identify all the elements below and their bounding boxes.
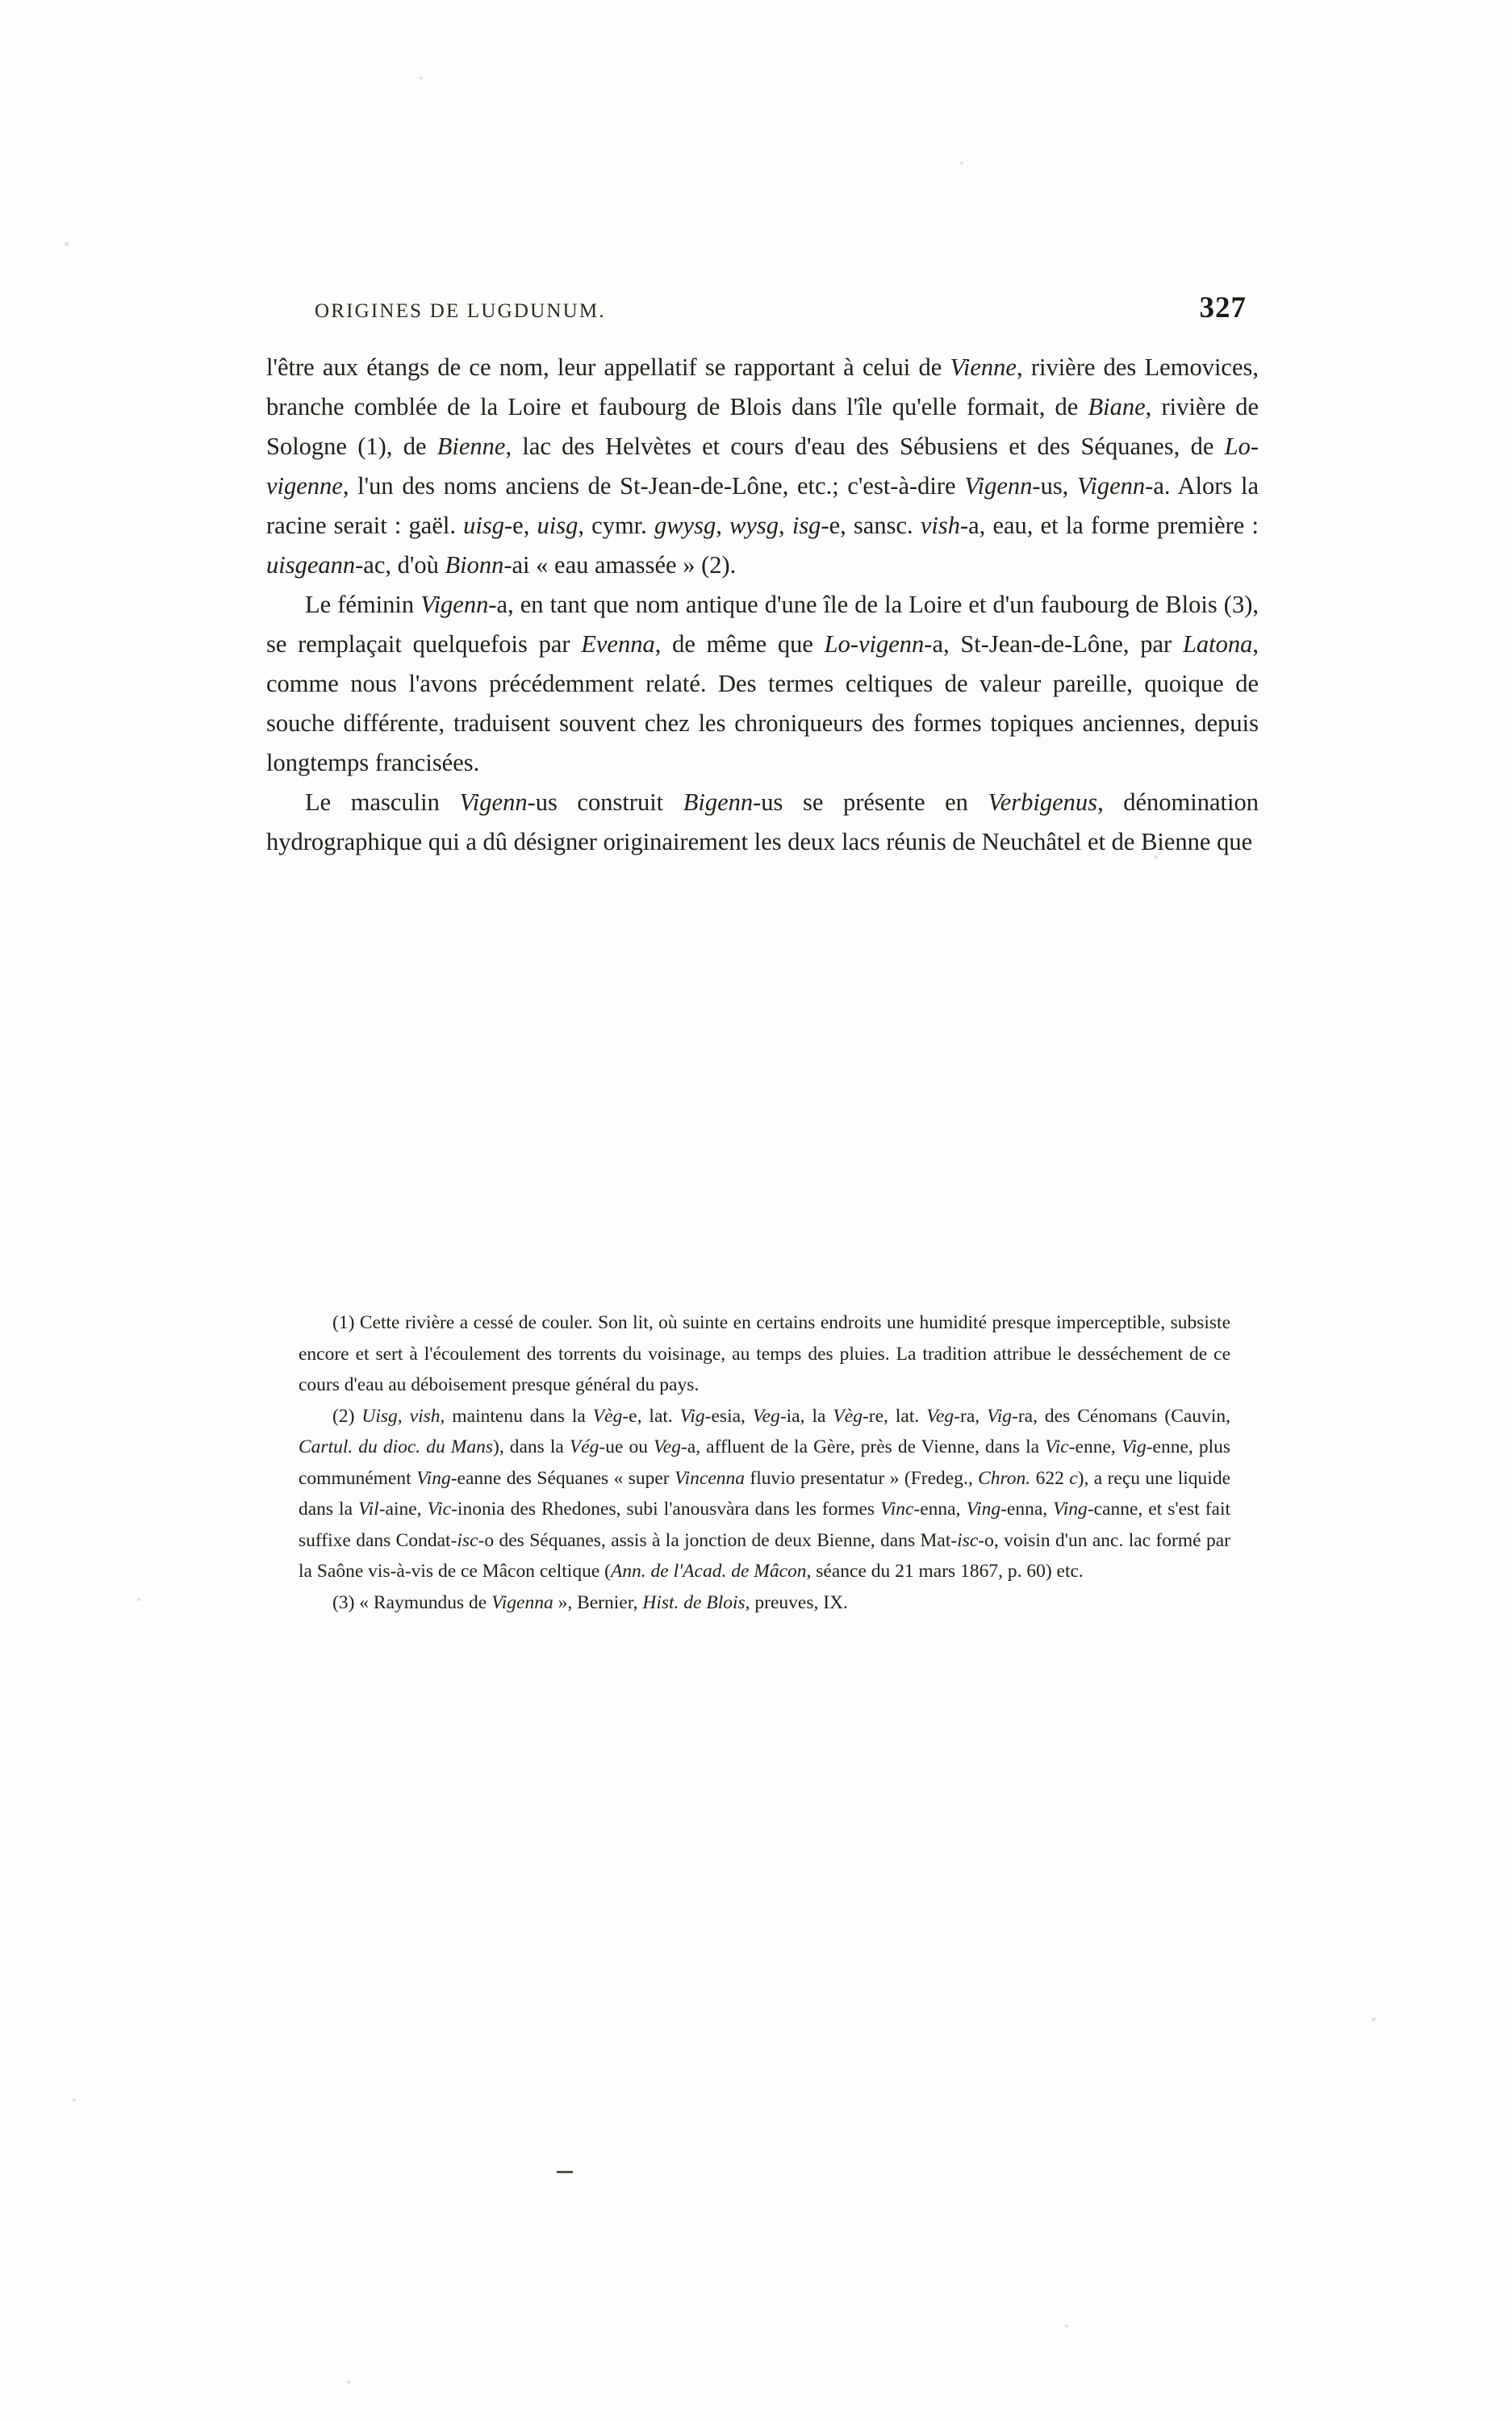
footnote-block	[299, 1307, 1230, 1618]
paper-speck	[1065, 2324, 1068, 2327]
page-header	[266, 291, 1259, 325]
page-number: 327	[1199, 291, 1247, 324]
paragraph: Le masculin Vigenn-us construit Bigenn-us se présente en Verbigenus, dénomination hydrographique qui a dû désigner originairement les deux lacs réunis de Neuchâtel et de Bienne que	[266, 788, 1259, 855]
paper-speck	[420, 77, 423, 80]
paper-speck	[65, 242, 69, 246]
running-head: ORIGINES DE LUGDUNUM.	[315, 300, 606, 322]
paragraph: l'être aux étangs de ce nom, leur appellatif se rapportant à celui de Vienne, rivière des Lemovices, branche comblée de la Loire et faubourg de Blois dans l'île qu'elle formait, de Biane, rivière de Sologne (1), de Bienne, lac des Helvètes et cours d'eau des Sébusiens et des Séquanes, de Lo-vigenne, l'un des noms anciens de St-Jean-de-Lône, etc.; c'est-à-dire Vigenn-us, Vigenn-a. Alors la racine serait : gaël. uisg-e, uisg, cymr. gwysg, wysg, isg-e, sansc. vish-a, eau, et la forme première : uisgeann-ac, d'où Bionn-ai « eau amassée » (2).	[266, 353, 1259, 579]
paragraph: Le féminin Vigenn-a, en tant que nom antique d'une île de la Loire et d'un faubourg de Blois (3), se remplaçait quelquefois par Evenna, de même que Lo-vigenn-a, St-Jean-de-Lône, par Latona, comme nous l'avons précédemment relaté. Des termes celtiques de valeur pareille, quoique de souche différente, traduisent souvent chez les chroniqueurs des formes topiques anciennes, depuis longtemps francisées.	[266, 591, 1259, 776]
text-column	[266, 291, 1259, 862]
paper-speck	[960, 161, 963, 165]
footnote-2: (2) Uisg, vish, maintenu dans la Vèg-e, lat. Vig-esia, Veg-ia, la Vèg-re, lat. Veg-ra, Vig-ra, des Cénomans (Cauvin, Cartul. du dioc. du Mans), dans la Vég-ue ou Veg-a, affluent de la Gère, près de Vienne, dans la Vic-enne, Vig-enne, plus communément Ving-eanne des Séquanes « super Vincenna fluvio presentatur » (Fredeg., Chron. 622 c), a reçu une liquide dans la Vil-aine, Vic-inonia des Rhedones, subi l'anousvàra dans les formes Vinc-enna, Ving-enna, Ving-canne, et s'est fait suffixe dans Condat-isc-o des Séquanes, assis à la jonction de deux Bienne, dans Mat-isc-o, voisin d'un anc. lac formé par la Saône vis-à-vis de ce Mâcon celtique (Ann. de l'Acad. de Mâcon, séance du 21 mars 1867, p. 60) etc.	[299, 1405, 1231, 1582]
paper-speck	[73, 2098, 76, 2101]
page-artifact-dash	[557, 2171, 573, 2173]
footnote-3: (3) « Raymundus de Vigenna », Bernier, Hist. de Blois, preuves, IX.	[332, 1591, 848, 1613]
paper-speck	[137, 1598, 140, 1601]
footnote-1: (1) Cette rivière a cessé de couler. Son lit, où suinte en certains endroits une humidité presque imperceptible, subsiste encore et sert à l'écoulement des torrents du voisinage, au temps des pluies. La tradition attribue le desséchement de ce cours d'eau au déboisement presque général du pays.	[299, 1312, 1230, 1395]
body-text	[266, 348, 1259, 862]
paper-speck	[347, 2381, 350, 2384]
paper-speck	[1372, 2018, 1376, 2022]
